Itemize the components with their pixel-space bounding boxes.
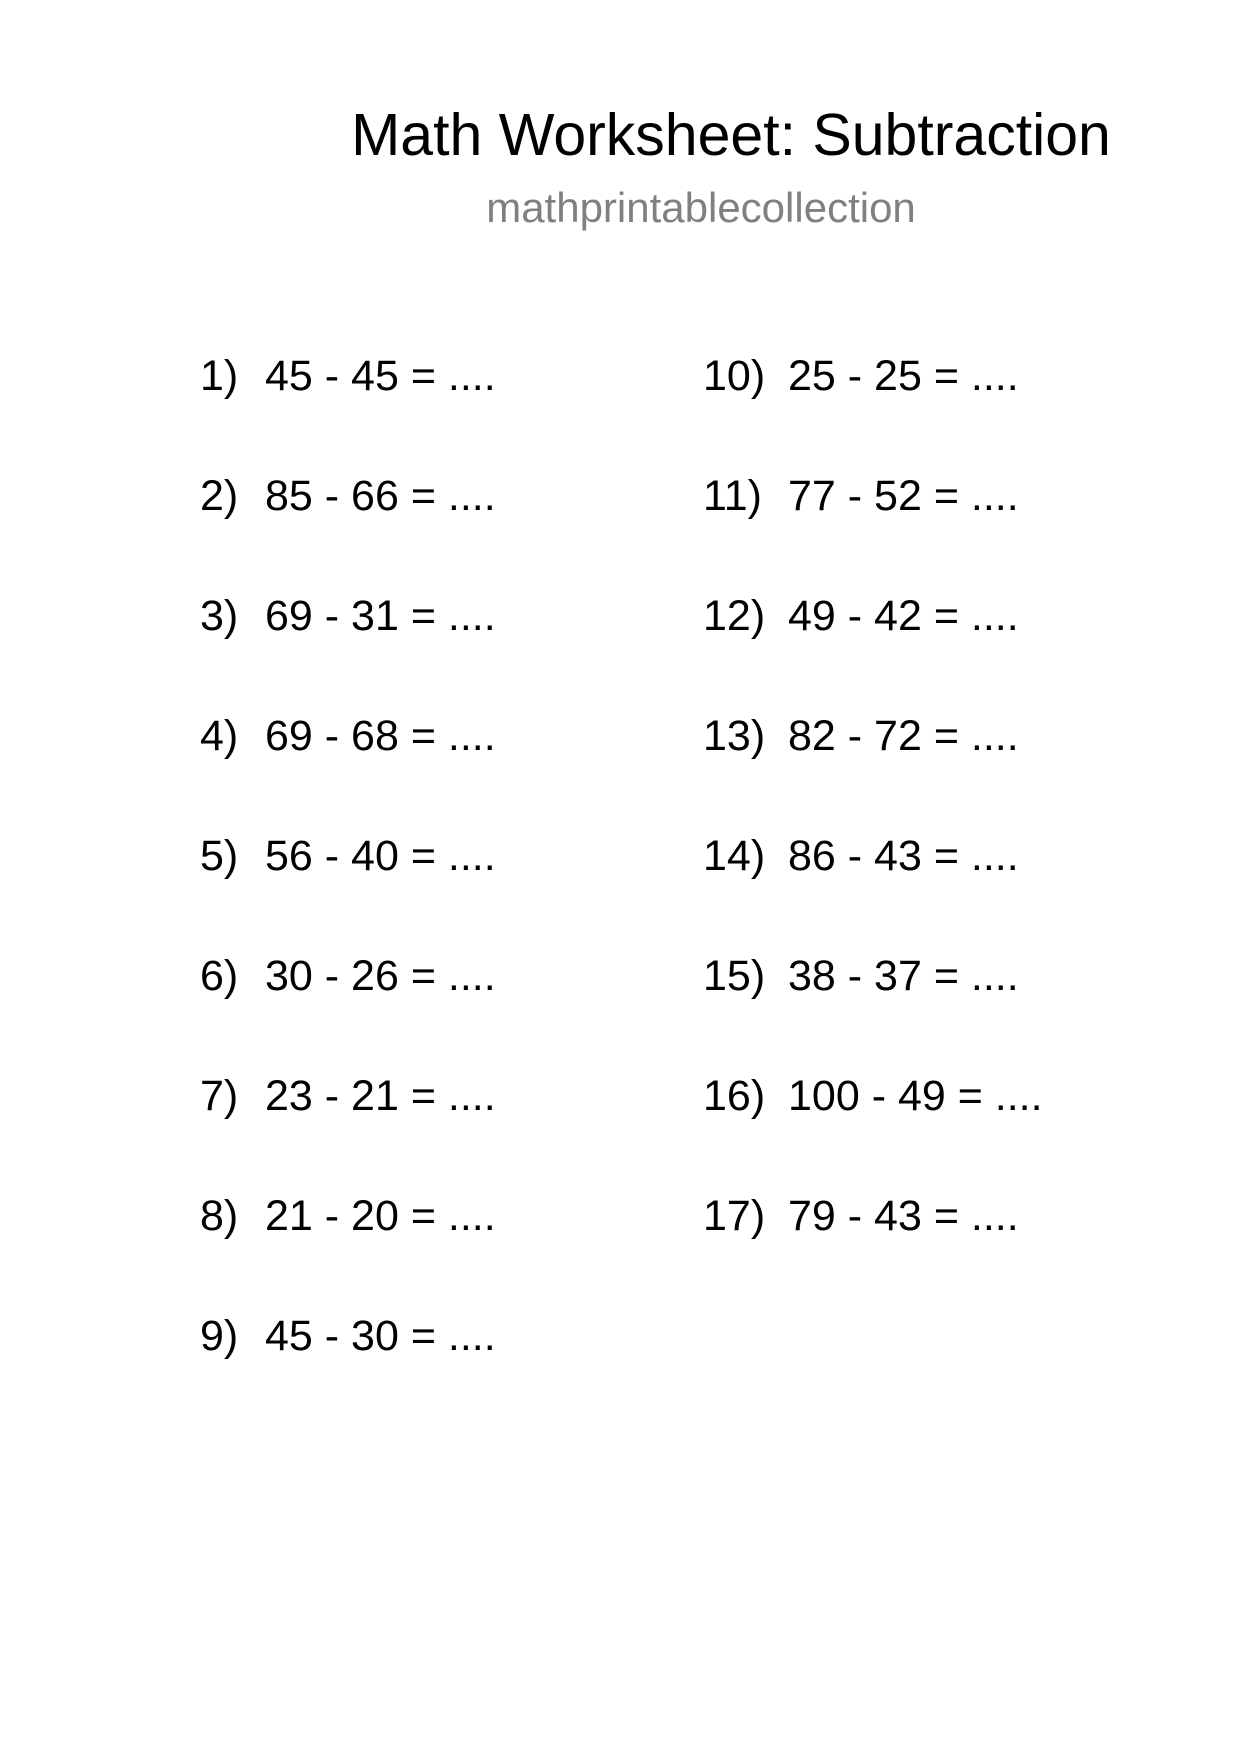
problem-expression: 69 - 31 = .... (265, 592, 496, 640)
problem-expression: 56 - 40 = .... (265, 832, 496, 880)
problem-item (200, 586, 496, 706)
problem-expression: 77 - 52 = .... (788, 472, 1019, 520)
problem-number: 17) (703, 1192, 766, 1240)
problem-expression: 23 - 21 = .... (265, 1072, 496, 1120)
problem-expression: 85 - 66 = .... (265, 472, 496, 520)
problem-item (200, 1066, 496, 1186)
problem-number: 13) (703, 712, 766, 760)
problem-expression: 30 - 26 = .... (265, 952, 496, 1000)
problem-item (703, 1066, 1043, 1186)
problem-expression: 45 - 30 = .... (265, 1312, 496, 1360)
worksheet-subtitle: mathprintablecollection (486, 184, 916, 231)
problem-number: 15) (703, 952, 766, 1000)
problem-number: 4) (200, 712, 239, 760)
problem-item (200, 946, 496, 1066)
problem-expression: 25 - 25 = .... (788, 352, 1019, 400)
problem-number: 1) (200, 352, 239, 400)
problem-expression: 82 - 72 = .... (788, 712, 1019, 760)
problem-number: 9) (200, 1312, 239, 1360)
problem-item (703, 1186, 1043, 1306)
problem-number: 7) (200, 1072, 239, 1120)
problem-item (200, 706, 496, 826)
problem-expression: 45 - 45 = .... (265, 352, 496, 400)
problem-expression: 21 - 20 = .... (265, 1192, 496, 1240)
problem-number: 5) (200, 832, 239, 880)
problem-number: 8) (200, 1192, 239, 1240)
problem-expression: 86 - 43 = .... (788, 832, 1019, 880)
problem-expression: 69 - 68 = .... (265, 712, 496, 760)
problem-expression: 49 - 42 = .... (788, 592, 1019, 640)
problem-number: 6) (200, 952, 239, 1000)
problem-item (200, 466, 496, 586)
worksheet-title: Math Worksheet: Subtraction (351, 102, 1111, 168)
problem-number: 3) (200, 592, 239, 640)
problem-expression: 100 - 49 = .... (788, 1072, 1043, 1120)
problem-item (200, 1306, 496, 1426)
problem-item (200, 1186, 496, 1306)
problem-item (703, 826, 1043, 946)
problem-item (703, 586, 1043, 706)
problem-column-right (703, 346, 1043, 1306)
problem-item (703, 706, 1043, 826)
problem-number: 2) (200, 472, 239, 520)
problem-number: 10) (703, 352, 766, 400)
problem-expression: 38 - 37 = .... (788, 952, 1019, 1000)
problem-expression: 79 - 43 = .... (788, 1192, 1019, 1240)
problem-item (200, 826, 496, 946)
problem-item (200, 346, 496, 466)
worksheet-header (0, 92, 1240, 238)
problem-number: 14) (703, 832, 766, 880)
problem-column-left (200, 346, 496, 1426)
problem-number: 11) (703, 472, 762, 520)
problem-item (703, 466, 1043, 586)
problem-number: 12) (703, 592, 766, 640)
problem-item (703, 346, 1043, 466)
problem-number: 16) (703, 1072, 766, 1120)
problem-item (703, 946, 1043, 1066)
